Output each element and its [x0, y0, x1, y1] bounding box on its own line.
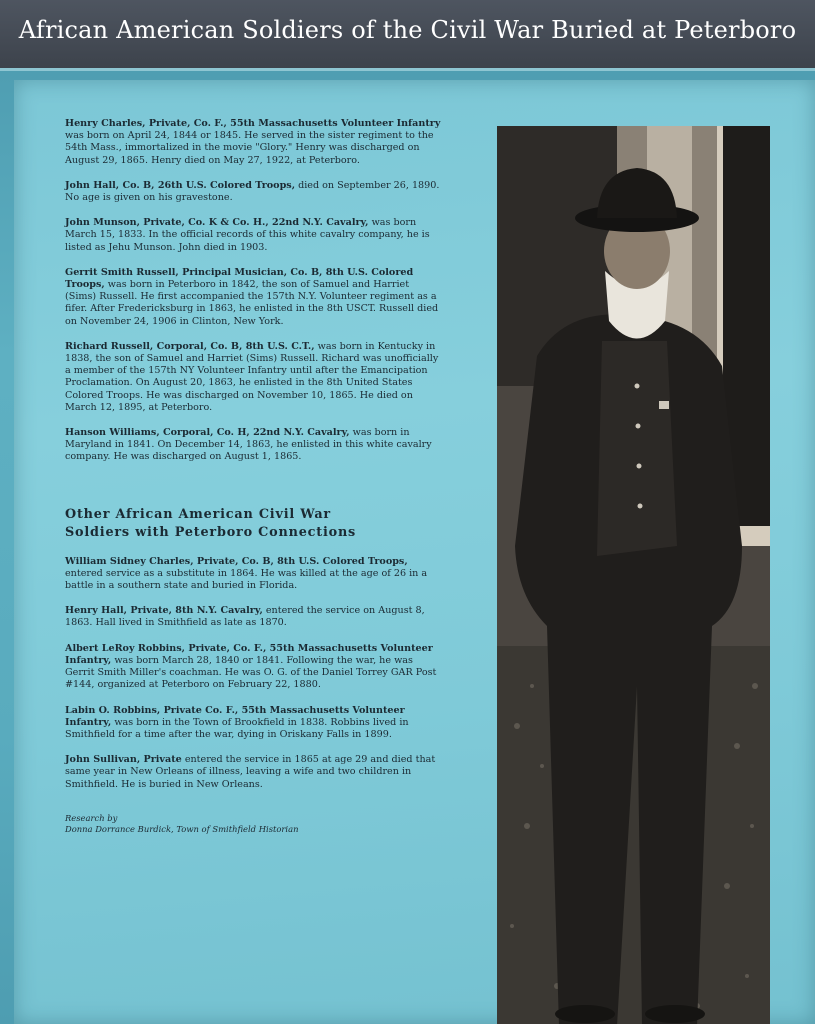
research-credit: Research by Donna Dorrance Burdick, Town of Smithfield Historian — [65, 812, 299, 834]
text-column — [65, 118, 443, 835]
sign-title: African American Soldiers of the Civil War Buried at Peterboro — [18, 16, 797, 44]
soldier-entry-labin-robbins: Labin O. Robbins, Private Co. F., 55th Massachusetts Volunteer Infantry, was born in the Town of Brookfield in 1838. Robbins lived in Smithfield for a time after the war, dying in Oriskany Falls in 1899. — [65, 704, 409, 740]
soldier-portrait-photo — [497, 126, 770, 1024]
sign-header — [0, 0, 815, 71]
soldier-entry-john-sullivan: John Sullivan, Private entered the service in 1865 at age 29 and died that same year in New Orleans of illness, leaving a wife and two children in Smithfield. He is buried in New Orleans. — [65, 754, 436, 790]
soldier-entry-john-hall: John Hall, Co. B, 26th U.S. Colored Troops, died on September 26, 1890. No age is given on his gravestone. — [65, 179, 440, 204]
soldier-entry-william-sidney-charles: William Sidney Charles, Private, Co. B, 8th U.S. Colored Troops, entered service as a substitute in 1864. He was killed at the age of 26 in a battle in a southern state and buried in Florida. — [65, 555, 428, 592]
section-heading: Other African American Civil War Soldiers with Peterboro Connections — [65, 506, 357, 540]
soldier-entry-henry-hall: Henry Hall, Private, 8th N.Y. Cavalry, entered the service on August 8, 1863. Hall lived in Smithfield as late as 1870. — [65, 605, 425, 629]
soldier-entry-albert-leroy-robbins: Albert LeRoy Robbins, Private, Co. F., 55th Massachusetts Volunteer Infantry, was born March 28, 1840 or 1841. Following the war, he was Gerrit Smith Miller's coachman. He was O. G. of the Daniel Torrey GAR Post #144, organized at Peterboro on February 22, 1880. — [65, 642, 437, 691]
soldier-entry-richard-russell: Richard Russell, Corporal, Co. B, 8th U.S. C.T., was born in Kentucky in 1838, the son of Samuel and Harriet (Sims) Russell. Richard was unofficially a member of the 157th NY Volunteer Infantry until after the Emancipation Proclamation. On August 20, 1863, he enlisted in the 8th United States Colored Troops. He was discharged on November 10, 1865. He died on March 12, 1895, at Peterboro. — [65, 340, 439, 413]
soldier-entry-henry-charles: Henry Charles, Private, Co. F., 55th Massachusetts Volunteer Infantry was born on April 24, 1844 or 1845. He served in the sister regiment to the 54th Mass., immortalized in the movie "Glory." Henry was discharged on August 29, 1865. Henry died on May 27, 1922, at Peterboro. — [65, 118, 441, 166]
soldier-entry-gerrit-smith-russell: Gerrit Smith Russell, Principal Musician, Co. B, 8th U.S. Colored Troops, was born in Peterboro in 1842, the son of Samuel and Harriet (Sims) Russell. He first accompanied the 157th N.Y. Volunteer regiment as a fifer. After Fredericksburg in 1863, he enlisted in the 8th USCT. Russell died on November 24, 1906 in Clinton, New York. — [65, 266, 439, 327]
soldier-entry-john-munson: John Munson, Private, Co. K & Co. H., 22nd N.Y. Cavalry, was born March 15, 1833. In the official records of this white cavalry company, he is listed as Jehu Munson. John died in 1903. — [65, 217, 430, 253]
portrait-illustration — [497, 126, 770, 1024]
soldier-entry-hanson-williams: Hanson Williams, Corporal, Co. H, 22nd N.Y. Cavalry, was born in Maryland in 1841. On December 14, 1863, he enlisted in this white cavalry company. He was discharged on August 1, 1865. — [65, 427, 432, 463]
